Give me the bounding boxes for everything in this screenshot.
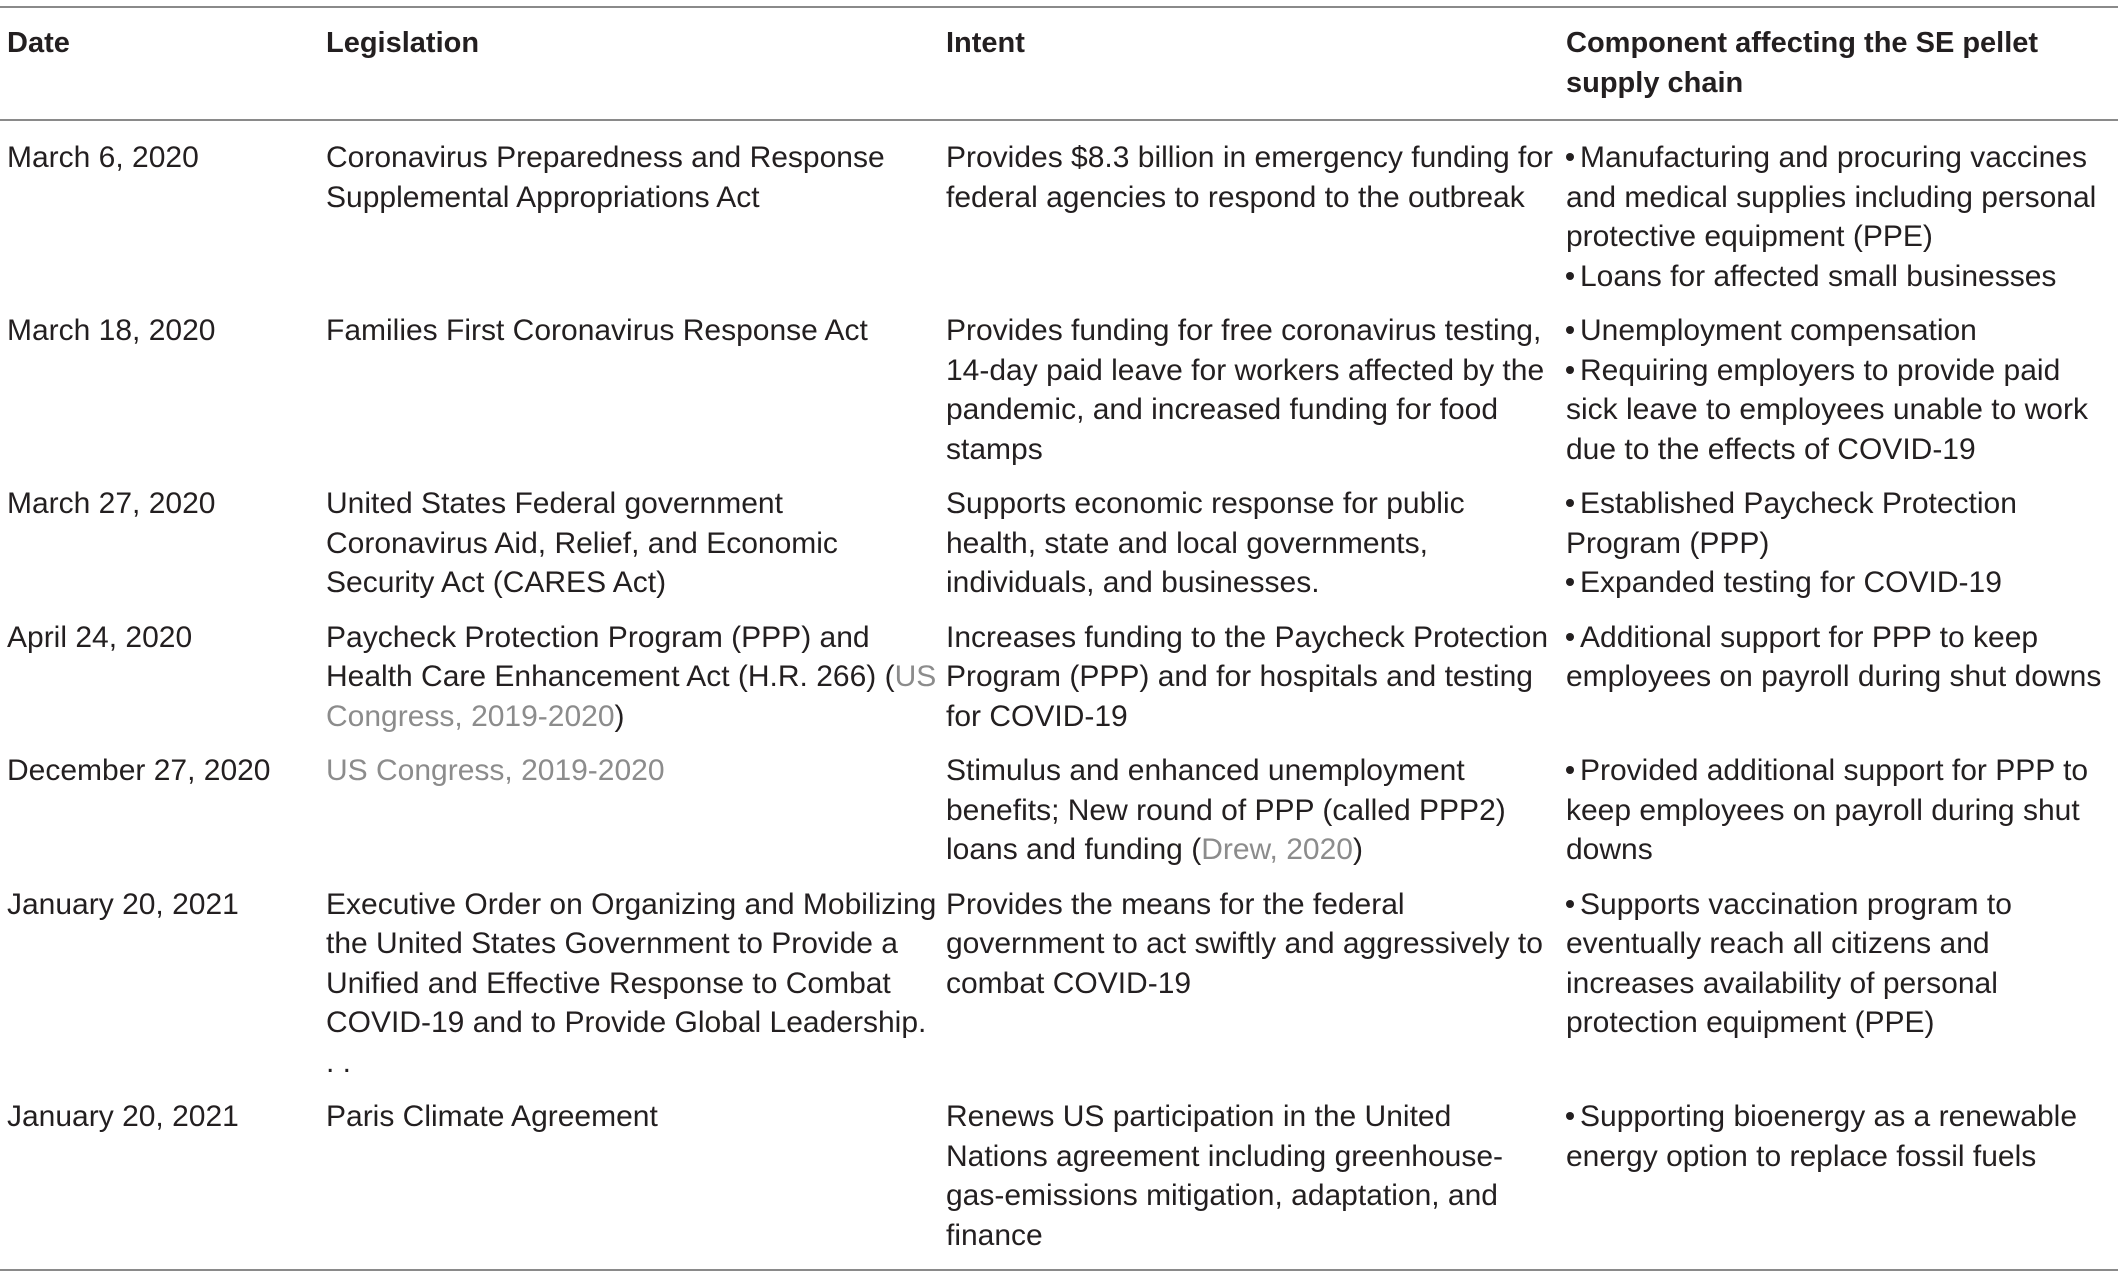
intent-text-end: ): [1352, 833, 1363, 866]
bullet-icon: [1566, 499, 1574, 507]
cell-date: January 20, 2021: [7, 887, 239, 921]
cell-component: [1559, 120, 2118, 302]
table-row: [0, 609, 2118, 743]
cell-legislation: [319, 609, 939, 743]
component-bullet: [1566, 311, 2118, 351]
cell-component: [1559, 876, 2118, 1089]
cell-component: [1559, 302, 2118, 475]
cell-intent: Renews US participation in the United Nations agreement including greenhouse-gas-emissions mitigation, adaptation, and finance: [946, 1100, 1504, 1252]
component-text: Expanded testing for COVID-19: [1580, 566, 2002, 599]
component-bullet: [1566, 351, 2118, 470]
bullet-icon: [1566, 633, 1574, 641]
cell-date: December 27, 2020: [7, 754, 271, 787]
cell-legislation: Executive Order on Organizing and Mobilizing the United States Government to Provide a Unified and Effective Response to Combat COVID-19 and to Provide Global Leadership. . .: [326, 887, 937, 1079]
table-header-row: [0, 7, 2118, 120]
bullet-icon: [1566, 900, 1574, 908]
component-text: Supports vaccination program to eventually reach all citizens and increases availability of personal protection equipment (PPE): [1566, 887, 2012, 1039]
cell-date: January 20, 2021: [7, 1100, 239, 1133]
component-bullet: [1566, 138, 2118, 257]
cell-component: [1559, 609, 2118, 743]
legislation-text-end: ): [614, 699, 625, 733]
bullet-icon: [1566, 326, 1574, 334]
header-component: Component affecting the SE pellet supply chain: [1566, 27, 2039, 99]
component-bullet: [1566, 257, 2118, 297]
cell-intent: Provides $8.3 billion in emergency funding for federal agencies to respond to the outbreak: [946, 141, 1554, 214]
cell-legislation: United States Federal government Coronavirus Aid, Relief, and Economic Security Act (CARES Act): [326, 487, 838, 599]
table-row: [0, 120, 2118, 302]
intent-text: Stimulus and enhanced unemployment benefits; New round of PPP (called PPP2) loans and funding (: [946, 754, 1506, 866]
header-intent: Intent: [946, 27, 1025, 59]
cell-intent: Provides the means for the federal government to act swiftly and aggressively to combat COVID-19: [946, 887, 1543, 1000]
table-row: [0, 876, 2118, 1089]
legislation-table: [0, 6, 2118, 1271]
cell-intent: Increases funding to the Paycheck Protection Program (PPP) and for hospitals and testing for COVID-19: [946, 620, 1549, 733]
cell-intent: Supports economic response for public health, state and local governments, individuals, and businesses.: [946, 487, 1465, 599]
citation-link[interactable]: Drew, 2020: [1201, 833, 1353, 866]
legislation-text: Paycheck Protection Program (PPP) and Health Care Enhancement Act (H.R. 266) (: [326, 620, 895, 693]
header-legislation: Legislation: [326, 27, 480, 59]
component-text: Additional support for PPP to keep employees on payroll during shut downs: [1566, 620, 2102, 693]
bullet-icon: [1566, 366, 1574, 374]
citation-link[interactable]: US Congress, 2019-2020: [326, 754, 665, 787]
component-text: Supporting bioenergy as a renewable energy option to replace fossil fuels: [1566, 1100, 2078, 1173]
component-text: Loans for affected small businesses: [1580, 259, 2057, 293]
cell-date: April 24, 2020: [7, 620, 193, 654]
cell-date: March 18, 2020: [7, 314, 216, 347]
component-text: Requiring employers to provide paid sick leave to employees unable to work due to the effects of COVID-19: [1566, 353, 2088, 466]
citation-link[interactable]: US Congress, 2019-2020: [326, 660, 937, 733]
component-text: Unemployment compensation: [1580, 314, 1977, 347]
cell-component: [1559, 475, 2118, 609]
component-text: Established Paycheck Protection Program (PPP): [1566, 487, 2017, 560]
component-bullet: [1566, 1097, 2118, 1176]
table-row: [0, 1088, 2118, 1270]
cell-component: [1559, 1088, 2118, 1270]
cell-legislation: Families First Coronavirus Response Act: [326, 314, 868, 347]
component-bullet: [1566, 484, 2118, 563]
cell-component: [1559, 742, 2118, 876]
bullet-icon: [1566, 766, 1574, 774]
component-bullet: [1566, 751, 2118, 870]
cell-date: March 27, 2020: [7, 487, 216, 520]
table-row: [0, 302, 2118, 475]
component-text: Manufacturing and procuring vaccines and medical supplies including personal protective equipment (PPE): [1566, 141, 2097, 253]
table-row: [0, 742, 2118, 876]
cell-intent: [939, 742, 1559, 876]
component-bullet: [1566, 563, 2118, 603]
bullet-icon: [1566, 1112, 1574, 1120]
component-bullet: [1566, 885, 2118, 1043]
cell-intent: Provides funding for free coronavirus testing, 14-day paid leave for workers affected by the pandemic, and increased funding for food stamps: [946, 314, 1545, 466]
cell-legislation: Coronavirus Preparedness and Response Supplemental Appropriations Act: [326, 141, 885, 214]
cell-legislation: Paris Climate Agreement: [326, 1100, 658, 1133]
cell-date: March 6, 2020: [7, 141, 199, 174]
cell-legislation: [319, 742, 939, 876]
component-bullet: [1566, 618, 2118, 697]
bullet-icon: [1566, 272, 1574, 280]
header-date: Date: [7, 27, 70, 59]
bullet-icon: [1566, 153, 1574, 161]
component-text: Provided additional support for PPP to keep employees on payroll during shut downs: [1566, 754, 2089, 866]
table-row: [0, 475, 2118, 609]
bullet-icon: [1566, 578, 1574, 586]
